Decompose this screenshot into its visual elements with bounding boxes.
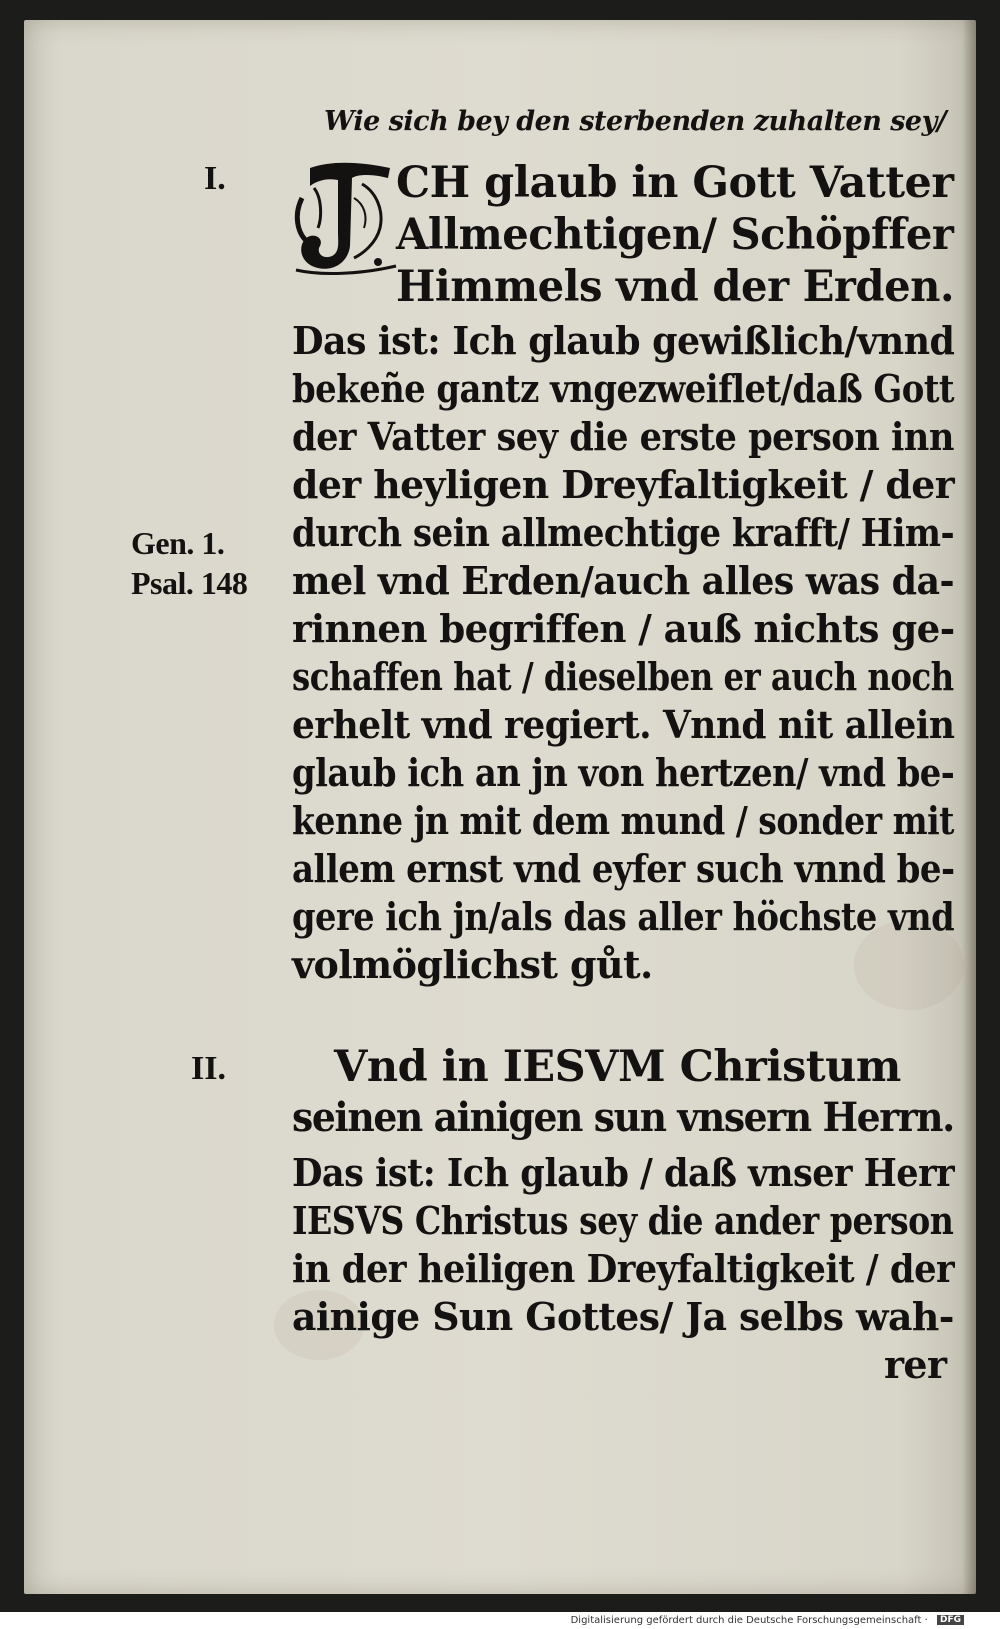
digitization-footer: Digitalisierung gefördert durch die Deutsche Forschungsgemeinschaft · DFG [571,1615,964,1626]
decorated-initial-graphic [292,158,398,276]
dfg-logo: DFG [937,1615,964,1625]
section2-body-line: IESVS Christus sey die ander person [292,1198,954,1243]
section1-body-line: rinnen begriffen / auß nichts ge- [292,606,955,651]
section2-heading-line-1: Vnd in IESVM Christum [334,1042,901,1092]
section2-heading-line-2: seinen ainigen sun vnsern Herrn. [292,1094,954,1141]
section-numeral-1: I. [204,160,226,197]
section1-body-line: kenne jn mit dem mund / sonder mit [292,798,954,843]
section1-body-line: der heyligen Dreyfaltigkeit / der [292,462,955,507]
book-page [24,20,976,1594]
footer-text: Digitalisierung gefördert durch die Deutsche Forschungsgemeinschaft [570,1615,922,1626]
section1-body-line: durch sein allmechtige krafft/ Him- [292,510,955,555]
section1-body-line: mel vnd Erden/auch alles was da- [292,558,955,603]
catchword: rer [884,1342,947,1387]
section1-body-line: gere ich jn/als das aller höchste vnd [292,894,955,939]
section1-body-line: volmöglichst gůt. [292,942,653,987]
section1-heading-line-1: CH glaub in Gott Vatter [396,158,954,208]
margin-reference-genesis: Gen. 1. [131,525,225,561]
page-edge-shadow [962,20,976,1594]
decorated-initial [292,158,398,276]
section1-body-line: schaffen hat / dieselben er auch noch [292,654,954,699]
margin-reference-psalm: Psal. 148 [131,565,248,601]
section2-body-line: Das ist: Ich glaub / daß vnser Herr [292,1150,955,1195]
section1-heading-line-2: Allmechtigen/ Schöpffer [396,210,954,260]
section1-body-line: der Vatter sey die erste person inn [292,414,954,459]
section2-body-line: ainige Sun Gottes/ Ja selbs wah- [292,1294,954,1339]
section1-body-line: allem ernst vnd eyfer such vnnd be- [292,846,955,891]
section-numeral-2: II. [191,1050,226,1087]
section1-body-line: bekeñe gantz vngezweiflet/daß Gott [292,366,955,411]
section1-heading-line-3: Himmels vnd der Erden. [396,262,955,312]
running-head: Wie sich bey den sterbenden zuhalten sey/ [324,106,947,137]
section1-body-line: erhelt vnd regiert. Vnnd nit allein [292,702,955,747]
section1-body-line: Das ist: Ich glaub gewißlich/vnnd [292,318,955,363]
section1-body-line: glaub ich an jn von hertzen/ vnd be- [292,750,955,795]
section2-body-line: in der heiligen Dreyfaltigkeit / der [292,1246,955,1291]
